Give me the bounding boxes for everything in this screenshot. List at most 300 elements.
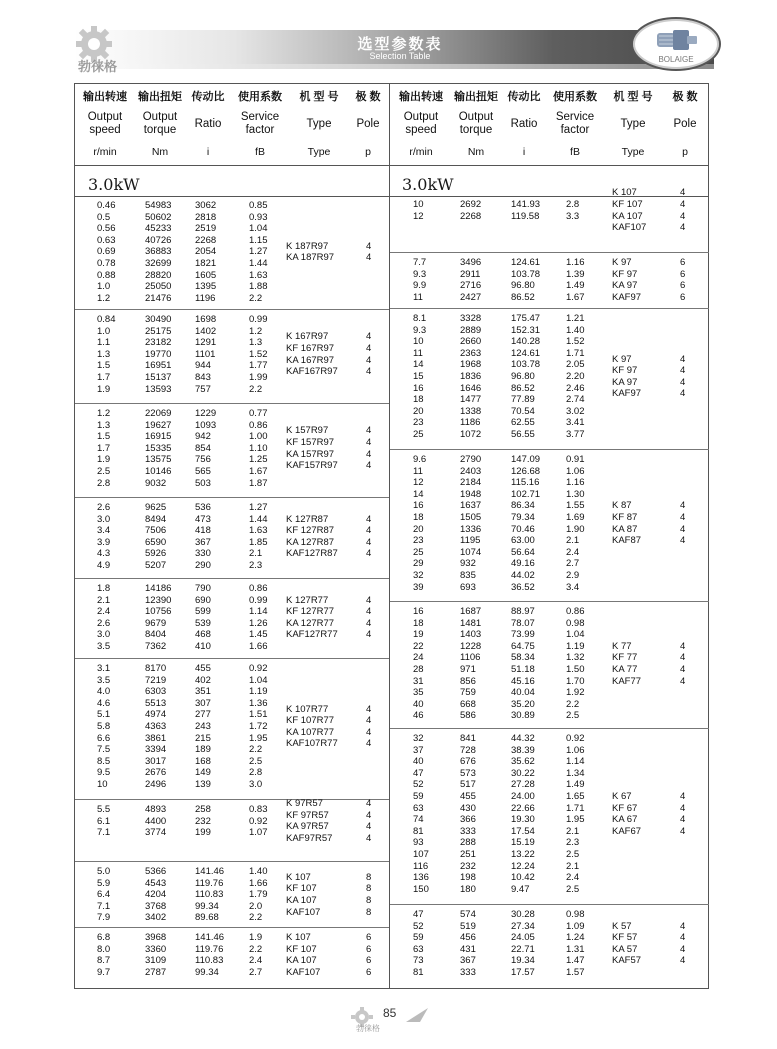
output-torque: 3017 [145, 755, 167, 767]
output-speed: 116 [413, 860, 429, 872]
service-factor: 1.44 [249, 258, 268, 269]
output-torque: 23182 [145, 337, 172, 349]
arrow-decoration-icon [406, 1008, 428, 1022]
output-speed: 1.9 [97, 454, 111, 466]
service-factor: 1.66 [249, 877, 268, 889]
service-factor: 1.40 [249, 866, 268, 877]
output-speed: 18 [413, 512, 424, 523]
ratio: 175.47 [511, 313, 541, 324]
output-torque: 8494 [145, 513, 167, 525]
pole-count: 4 [366, 425, 372, 437]
ratio: 119.76 [195, 877, 224, 889]
output-torque: 3394 [145, 744, 167, 756]
ratio: 115.16 [511, 477, 540, 489]
output-speed: 12 [413, 477, 424, 489]
output-torque: 22069 [145, 408, 172, 419]
service-factor: 1.65 [566, 791, 585, 802]
service-factor: 1.3 [249, 337, 263, 349]
ratio: 124.61 [511, 347, 541, 359]
output-speed: 3.1 [97, 663, 111, 674]
model-type: KF 57 [612, 932, 638, 944]
output-torque: 1505 [460, 512, 482, 523]
pole-count: 4 [366, 833, 372, 844]
ratio: 539 [195, 617, 211, 629]
output-speed: 2.4 [97, 606, 111, 618]
service-factor: 2.1 [249, 548, 263, 560]
group-divider [390, 252, 709, 253]
ratio: 141.46 [195, 866, 225, 877]
model-type: KAF107 [612, 222, 647, 234]
service-factor: 1.55 [566, 500, 585, 512]
output-torque: 1106 [460, 652, 481, 664]
service-factor: 1.79 [249, 889, 268, 901]
output-torque: 45233 [145, 223, 172, 235]
ratio: 13.22 [511, 849, 535, 860]
output-speed: 0.69 [97, 246, 116, 258]
output-torque: 3109 [145, 955, 167, 967]
output-torque: 251 [460, 849, 476, 860]
output-torque: 9625 [145, 502, 167, 513]
model-type: KF 107 [612, 199, 643, 210]
output-speed: 6.1 [97, 815, 111, 827]
ratio: 942 [195, 431, 211, 443]
output-speed: 5.5 [97, 804, 111, 815]
output-torque: 367 [460, 955, 476, 967]
output-torque: 759 [460, 687, 476, 699]
model-type: KA 107R77 [286, 726, 335, 738]
ratio: 536 [195, 502, 211, 513]
ratio: 1395 [195, 281, 217, 293]
service-factor: 2.0 [249, 900, 263, 912]
output-torque: 366 [460, 814, 476, 826]
pole-count: 4 [366, 513, 372, 525]
model-type: KA 97 [612, 376, 638, 388]
ratio: 102.71 [511, 488, 541, 500]
model-type: KAF77 [612, 675, 642, 687]
pole-count: 4 [366, 606, 372, 618]
service-factor: 2.2 [566, 698, 580, 710]
output-torque: 1195 [460, 535, 481, 547]
ratio: 367 [195, 536, 211, 548]
output-speed: 11 [413, 291, 423, 303]
output-speed: 3.0 [97, 513, 111, 525]
pole-count: 4 [366, 366, 372, 378]
service-factor: 1.88 [249, 281, 268, 293]
output-torque: 25050 [145, 281, 172, 293]
output-torque: 1186 [460, 417, 481, 429]
output-speed: 14 [413, 488, 424, 500]
output-torque: 574 [460, 909, 476, 920]
pole-count: 4 [680, 814, 686, 826]
column-header-cn: 传动比 [191, 91, 225, 103]
service-factor: 1.9 [249, 932, 263, 943]
output-speed: 31 [413, 675, 424, 687]
service-factor: 1.36 [249, 697, 268, 709]
output-speed: 20 [413, 523, 424, 535]
ratio: 24.05 [511, 932, 535, 944]
ratio: 418 [195, 525, 211, 537]
ratio: 189 [195, 744, 211, 756]
service-factor: 1.63 [249, 269, 268, 281]
output-torque: 15137 [145, 372, 172, 383]
output-torque: 573 [460, 767, 476, 779]
column-header-cn: 传动比 [507, 91, 541, 103]
ratio: 119.76 [195, 943, 224, 955]
service-factor: 2.7 [249, 966, 263, 978]
ratio: 1402 [195, 325, 217, 337]
service-factor: 0.91 [566, 454, 585, 465]
service-factor: 1.09 [566, 920, 585, 932]
output-speed: 81 [413, 967, 424, 978]
output-torque: 2363 [460, 347, 482, 359]
service-factor: 0.93 [249, 211, 268, 223]
output-speed: 73 [413, 955, 424, 967]
output-speed: 3.4 [97, 525, 111, 537]
pole-count: 4 [366, 525, 372, 537]
output-speed: 1.7 [97, 442, 111, 454]
output-torque: 16951 [145, 360, 172, 372]
ratio: 2818 [195, 211, 217, 223]
output-torque: 13593 [145, 383, 172, 395]
service-factor: 2.2 [249, 943, 263, 955]
output-torque: 4204 [145, 889, 167, 901]
service-factor: 1.66 [249, 641, 268, 652]
service-factor: 1.71 [566, 802, 585, 814]
model-type: KF 107 [286, 883, 317, 895]
output-speed: 22 [413, 640, 424, 652]
output-speed: 59 [413, 932, 424, 944]
service-factor: 2.05 [566, 359, 585, 371]
pole-count: 4 [680, 791, 686, 802]
service-factor: 2.2 [249, 912, 263, 924]
pole-count: 4 [366, 460, 372, 472]
output-torque: 971 [460, 664, 476, 675]
output-speed: 2.1 [97, 594, 111, 606]
model-type: KA 67 [612, 814, 638, 826]
output-torque: 1687 [460, 606, 482, 617]
output-torque: 2184 [460, 477, 482, 489]
ratio: 103.78 [511, 359, 541, 371]
output-speed: 2.6 [97, 617, 111, 629]
output-torque: 12390 [145, 594, 172, 606]
ratio: 30.28 [511, 909, 535, 920]
service-factor: 1.07 [249, 827, 268, 839]
pole-count: 4 [366, 809, 372, 821]
ratio: 147.09 [511, 454, 541, 465]
output-speed: 16 [413, 500, 424, 512]
column-header-en: Output [142, 111, 178, 123]
model-type: K 127R87 [286, 513, 329, 525]
ratio: 22.71 [511, 943, 535, 955]
output-speed: 1.2 [97, 408, 111, 419]
output-speed: 9.3 [413, 324, 427, 336]
ratio: 790 [195, 583, 211, 594]
output-speed: 0.84 [97, 314, 116, 325]
output-speed: 10 [97, 779, 108, 790]
ratio: 110.83 [195, 955, 224, 967]
service-factor: 1.77 [249, 360, 268, 372]
pole-count: 6 [366, 955, 372, 967]
column-header-en: torque [459, 124, 493, 136]
ratio: 96.80 [511, 280, 535, 292]
output-torque: 1481 [460, 617, 482, 629]
output-torque: 728 [460, 744, 476, 756]
pole-count: 6 [680, 291, 686, 303]
output-speed: 8.7 [97, 955, 111, 967]
output-torque: 2660 [460, 336, 482, 348]
output-torque: 10756 [145, 606, 172, 618]
pole-count: 4 [366, 354, 372, 366]
ratio: 757 [195, 383, 211, 395]
service-factor: 2.2 [249, 744, 263, 756]
model-type: KF 107R77 [286, 715, 335, 727]
service-factor: 1.27 [249, 246, 268, 258]
column-header-en: factor [245, 124, 275, 136]
service-factor: 3.0 [249, 779, 263, 790]
service-factor: 0.83 [249, 804, 268, 815]
output-speed: 14 [413, 359, 424, 371]
output-torque: 21476 [145, 292, 172, 304]
output-torque: 6590 [145, 536, 167, 548]
model-type: KA 187R97 [286, 252, 335, 264]
service-factor: 1.51 [249, 709, 268, 721]
ratio: 56.55 [511, 429, 535, 440]
column-header-cn: 使用系数 [238, 91, 282, 103]
service-factor: 1.71 [566, 347, 585, 359]
pole-count: 4 [680, 955, 686, 967]
group-divider [75, 861, 389, 862]
pole-count: 4 [366, 715, 372, 727]
pole-count: 4 [680, 920, 686, 932]
service-factor: 1.16 [566, 257, 585, 268]
ratio: 89.68 [195, 912, 219, 924]
pole-count: 4 [366, 594, 372, 606]
column-divider [389, 83, 390, 989]
service-factor: 1.04 [566, 629, 585, 641]
model-type: K 87 [612, 500, 632, 512]
output-torque: 180 [460, 883, 476, 895]
service-factor: 1.67 [249, 466, 268, 477]
ratio: 124.61 [511, 257, 541, 268]
model-type: KA 107 [612, 210, 643, 222]
service-factor: 2.5 [566, 849, 580, 860]
column-header-en: Output [403, 111, 439, 123]
output-speed: 7.5 [97, 744, 111, 756]
group-divider [390, 728, 709, 729]
output-speed: 3.9 [97, 536, 111, 548]
service-factor: 1.06 [566, 744, 585, 756]
group-divider [75, 403, 389, 404]
service-factor: 1.39 [566, 268, 585, 280]
column-header-unit: r/min [93, 146, 117, 158]
model-type: KA 107 [286, 955, 317, 967]
output-speed: 28 [413, 664, 424, 675]
ratio: 3062 [195, 200, 217, 211]
service-factor: 2.1 [566, 825, 580, 837]
model-type: KAF97 [612, 388, 642, 400]
output-speed: 59 [413, 791, 424, 802]
output-torque: 8404 [145, 629, 167, 641]
pole-count: 4 [680, 802, 686, 814]
model-type: KAF157R97 [286, 460, 338, 472]
output-speed: 6.4 [97, 889, 111, 901]
output-torque: 2403 [460, 465, 482, 477]
ratio: 2268 [195, 234, 217, 246]
service-factor: 1.49 [566, 280, 585, 292]
pole-count: 6 [680, 268, 686, 280]
output-torque: 7362 [145, 641, 167, 652]
service-factor: 1.21 [566, 313, 585, 324]
service-factor: 1.34 [566, 767, 585, 779]
service-factor: 3.3 [566, 210, 580, 222]
ratio: 110.83 [195, 889, 224, 901]
output-speed: 6.8 [97, 932, 111, 943]
column-header-en: Pole [673, 118, 697, 130]
output-torque: 3328 [460, 313, 482, 324]
output-speed: 1.1 [97, 337, 111, 349]
output-torque: 3968 [145, 932, 167, 943]
column-header-cn: 输出扭矩 [138, 91, 182, 103]
output-speed: 9.6 [413, 454, 427, 465]
ratio: 243 [195, 721, 211, 732]
pole-count: 4 [680, 932, 686, 944]
column-header-en: Output [458, 111, 494, 123]
service-factor: 1.27 [249, 502, 268, 513]
ratio: 56.64 [511, 546, 535, 558]
output-speed: 1.5 [97, 360, 111, 372]
output-torque: 7219 [145, 674, 167, 686]
service-factor: 1.16 [566, 477, 585, 489]
service-factor: 2.8 [249, 767, 263, 779]
service-factor: 1.04 [249, 674, 268, 686]
output-torque: 9679 [145, 617, 167, 629]
ratio: 19.30 [511, 814, 535, 826]
ratio: 86.34 [511, 500, 535, 512]
ratio: 10.42 [511, 872, 535, 884]
output-speed: 12 [413, 210, 424, 222]
column-header-en: Output [87, 111, 123, 123]
output-torque: 2911 [460, 268, 481, 280]
ratio: 103.78 [511, 268, 541, 280]
service-factor: 2.7 [566, 558, 580, 570]
header-band-underline [74, 64, 714, 69]
ratio: 30.89 [511, 710, 535, 722]
output-speed: 25 [413, 429, 424, 440]
output-speed: 0.88 [97, 269, 116, 281]
ratio: 690 [195, 594, 211, 606]
pole-count: 4 [366, 617, 372, 629]
service-factor: 2.8 [566, 199, 580, 210]
service-factor: 0.92 [249, 815, 268, 827]
ratio: 1698 [195, 314, 217, 325]
output-torque: 333 [460, 967, 476, 978]
ratio: 24.00 [511, 791, 535, 802]
model-type: K 107R77 [286, 703, 329, 715]
output-speed: 1.5 [97, 431, 111, 443]
output-speed: 63 [413, 943, 424, 955]
output-torque: 586 [460, 710, 476, 722]
pole-count: 4 [680, 640, 686, 652]
output-speed: 1.7 [97, 372, 111, 383]
pole-count: 4 [680, 365, 686, 377]
output-speed: 10 [413, 199, 424, 210]
model-type: K 97R57 [286, 798, 323, 810]
output-torque: 333 [460, 825, 476, 837]
ratio: 140.28 [511, 336, 541, 348]
output-speed: 35 [413, 687, 424, 699]
group-divider [390, 601, 709, 602]
pole-count: 4 [680, 210, 686, 222]
ratio: 599 [195, 606, 211, 618]
ratio: 17.54 [511, 825, 535, 837]
ratio: 215 [195, 732, 211, 744]
output-speed: 1.0 [97, 281, 111, 293]
output-torque: 4363 [145, 721, 167, 732]
ratio: 63.00 [511, 535, 535, 547]
service-factor: 0.98 [566, 909, 585, 920]
ratio: 330 [195, 548, 211, 560]
output-speed: 81 [413, 825, 424, 837]
output-speed: 18 [413, 617, 424, 629]
output-torque: 30490 [145, 314, 172, 325]
ratio: 1196 [195, 292, 216, 304]
model-type: KA 57 [612, 943, 638, 955]
output-torque: 431 [460, 943, 476, 955]
output-torque: 455 [460, 791, 476, 802]
pole-count: 8 [366, 883, 372, 895]
service-factor: 2.4 [566, 546, 580, 558]
output-speed: 16 [413, 606, 424, 617]
service-factor: 2.4 [566, 872, 580, 884]
output-speed: 29 [413, 558, 424, 570]
output-speed: 63 [413, 802, 424, 814]
output-torque: 6303 [145, 686, 167, 698]
pole-count: 6 [680, 280, 686, 292]
output-torque: 5366 [145, 866, 167, 877]
pole-count: 4 [366, 343, 372, 354]
output-torque: 3861 [145, 732, 167, 744]
ratio: 44.02 [511, 570, 535, 581]
service-factor: 1.31 [566, 943, 585, 955]
pole-count: 4 [680, 500, 686, 512]
output-torque: 50602 [145, 211, 172, 223]
output-torque: 1477 [460, 394, 482, 406]
column-header-en: Type [306, 118, 332, 130]
pole-count: 4 [680, 675, 686, 687]
output-torque: 13575 [145, 454, 172, 466]
output-torque: 1948 [460, 488, 482, 500]
model-type: K 127R77 [286, 594, 329, 606]
pole-count: 4 [680, 523, 686, 535]
output-torque: 288 [460, 837, 476, 849]
ratio: 141.93 [511, 199, 541, 210]
ratio: 45.16 [511, 675, 535, 687]
service-factor: 2.5 [566, 710, 580, 722]
service-factor: 0.92 [249, 663, 268, 674]
pole-count: 4 [680, 512, 686, 523]
ratio: 70.54 [511, 405, 535, 417]
column-header-unit: i [206, 146, 210, 158]
pole-count: 4 [680, 652, 686, 664]
pole-count: 4 [680, 388, 686, 400]
column-header-cn: 机 型 号 [613, 91, 653, 103]
page-subtitle: Selection Table [369, 51, 431, 61]
model-type: KA 127R77 [286, 617, 335, 629]
output-speed: 0.5 [97, 211, 111, 223]
service-factor: 3.02 [566, 405, 585, 417]
group-divider [390, 904, 709, 905]
service-factor: 1.95 [249, 732, 268, 744]
